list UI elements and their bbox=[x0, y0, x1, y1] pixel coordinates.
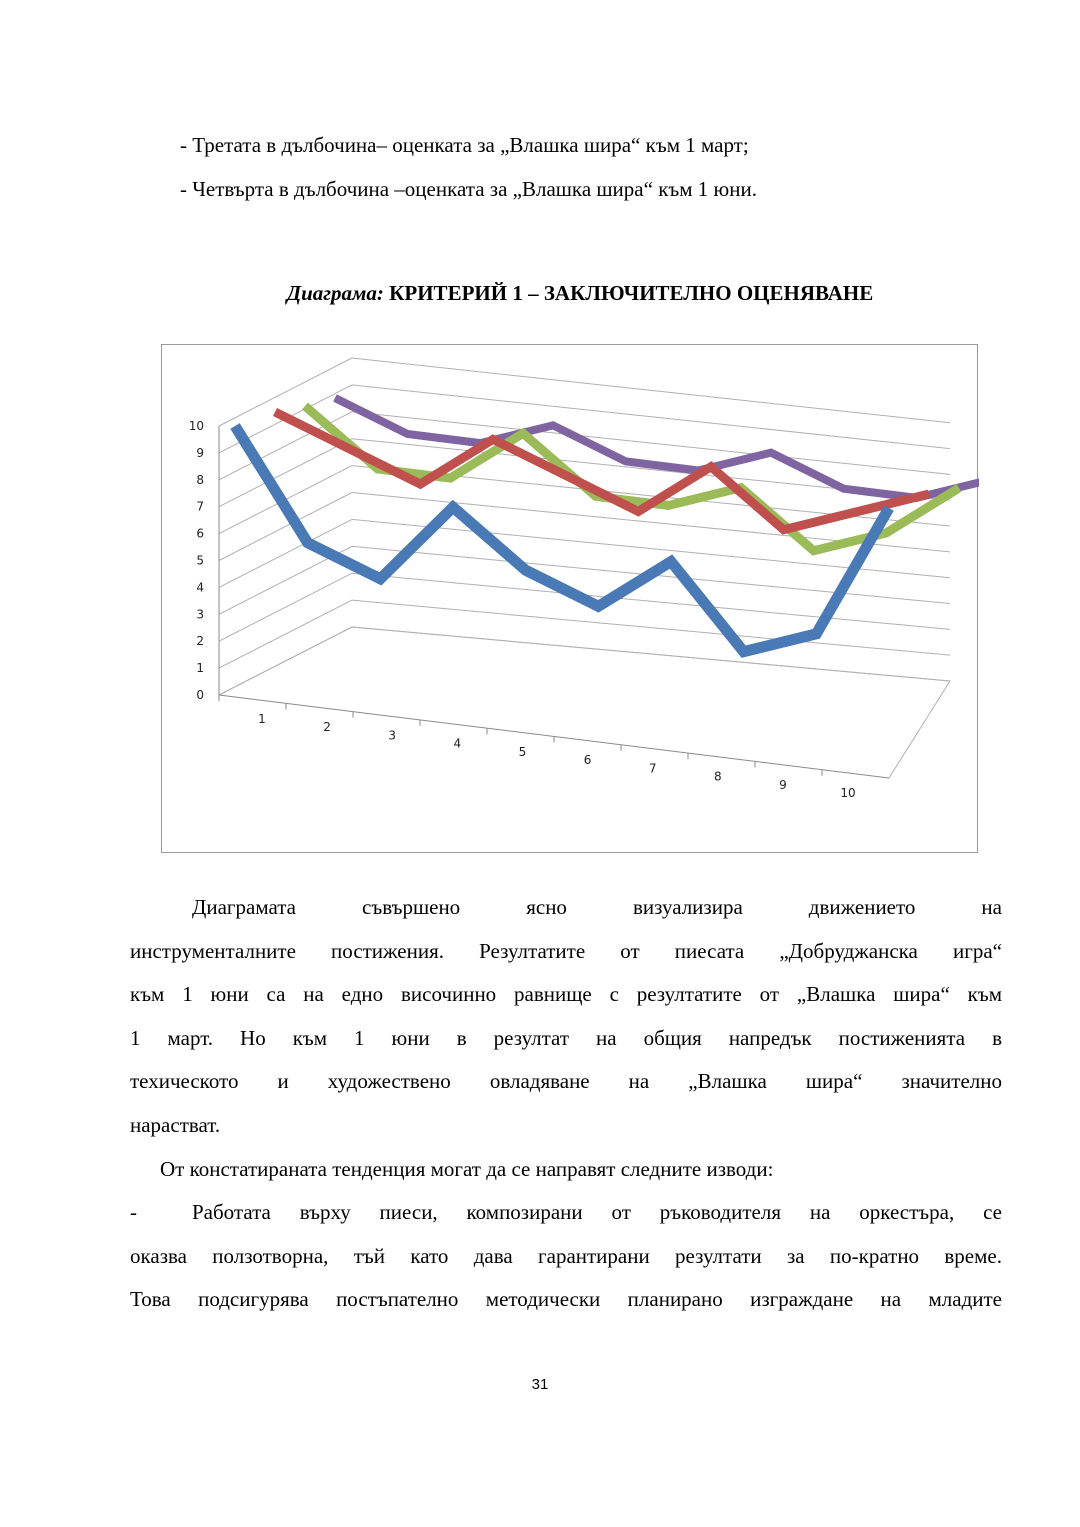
x-tick-label: 7 bbox=[648, 761, 657, 776]
y-tick-label: 4 bbox=[196, 580, 204, 595]
y-tick-label: 5 bbox=[196, 553, 204, 568]
paragraph-1-line: инструменталните постижения. Резултатите от пиесата „Добруджанска игра“ bbox=[130, 938, 1002, 963]
x-tick-label: 1 bbox=[258, 712, 266, 726]
y-tick-label: 10 bbox=[188, 419, 204, 433]
paragraph-1 bbox=[130, 886, 1002, 1147]
side-wall-gridline bbox=[219, 600, 352, 668]
x-tick-label: 5 bbox=[518, 744, 527, 759]
x-tick-label: 9 bbox=[779, 777, 787, 792]
back-wall-gridline bbox=[352, 573, 950, 629]
paragraph-2-text: От констатираната тенденция могат да се направят следните изводи: bbox=[160, 1157, 774, 1181]
paragraph-1-line: Диаграмата съвършено ясно визуализира движението на bbox=[192, 895, 1002, 919]
y-tick-label: 6 bbox=[196, 526, 204, 541]
x-tick-label: 2 bbox=[323, 720, 331, 735]
chart-caption bbox=[0, 281, 1080, 306]
paragraph-1-line: техическото и художествено овладяване на „Влашка шира“ значително bbox=[130, 1069, 1002, 1093]
series-line-4 bbox=[335, 398, 979, 498]
y-tick-label: 3 bbox=[196, 607, 204, 622]
y-tick-label: 2 bbox=[196, 634, 204, 649]
chart-frame bbox=[161, 344, 978, 853]
bullet-dash: - bbox=[130, 1200, 137, 1224]
paragraph-2 bbox=[160, 1148, 1002, 1192]
page-number: 31 bbox=[531, 1376, 549, 1393]
x-tick-label: 6 bbox=[583, 753, 592, 768]
back-wall-gridline bbox=[352, 600, 950, 655]
paragraph-1-line: към 1 юни са на едно височинно равнище с резултатите от „Влашка шира“ към bbox=[130, 982, 1002, 1006]
back-wall-gridline bbox=[352, 358, 950, 423]
paragraph-3-line: Работата върху пиеси, композирани от ръководителя на оркестъра, се bbox=[192, 1200, 1002, 1224]
y-tick-label: 1 bbox=[196, 661, 204, 676]
paragraph-3-first-line bbox=[130, 1191, 1002, 1235]
paragraph-3-line: Това подсигурява постъпателно методически планирано изграждане на младите bbox=[130, 1287, 1002, 1311]
paragraph-3-line: оказва ползотворна, тъй като дава гарантирани резултати за по-кратно време. bbox=[130, 1243, 1002, 1268]
x-tick-label: 4 bbox=[453, 736, 462, 751]
x-tick-label: 8 bbox=[713, 769, 722, 784]
y-tick-label: 7 bbox=[196, 499, 204, 514]
paragraph-1-line: 1 март. Но към 1 юни в резултат на общия напредък постиженията в bbox=[130, 1025, 1002, 1050]
x-tick-label: 3 bbox=[388, 728, 397, 743]
caption-prefix: Диаграма: bbox=[286, 281, 384, 305]
y-tick-label: 8 bbox=[196, 472, 204, 487]
side-wall-gridline bbox=[219, 439, 352, 507]
paragraph-1-line: нарастват. bbox=[130, 1112, 221, 1137]
x-tick-label: 10 bbox=[840, 786, 856, 800]
line-chart-3d bbox=[162, 345, 979, 854]
intro-line-1: - Третата в дълбочина– оценката за „Влашка шира“ към 1 март; bbox=[180, 133, 749, 157]
caption-title: КРИТЕРИЙ 1 – ЗАКЛЮЧИТЕЛНО ОЦЕНЯВАНЕ bbox=[389, 281, 874, 305]
y-tick-label: 0 bbox=[196, 688, 204, 702]
y-tick-label: 9 bbox=[196, 445, 204, 460]
paragraph-3 bbox=[130, 1191, 1002, 1322]
intro-line-2: - Четвърта в дълбочина –оценката за „Влашка шира“ към 1 юни. bbox=[180, 177, 757, 201]
side-wall-gridline bbox=[219, 573, 352, 641]
